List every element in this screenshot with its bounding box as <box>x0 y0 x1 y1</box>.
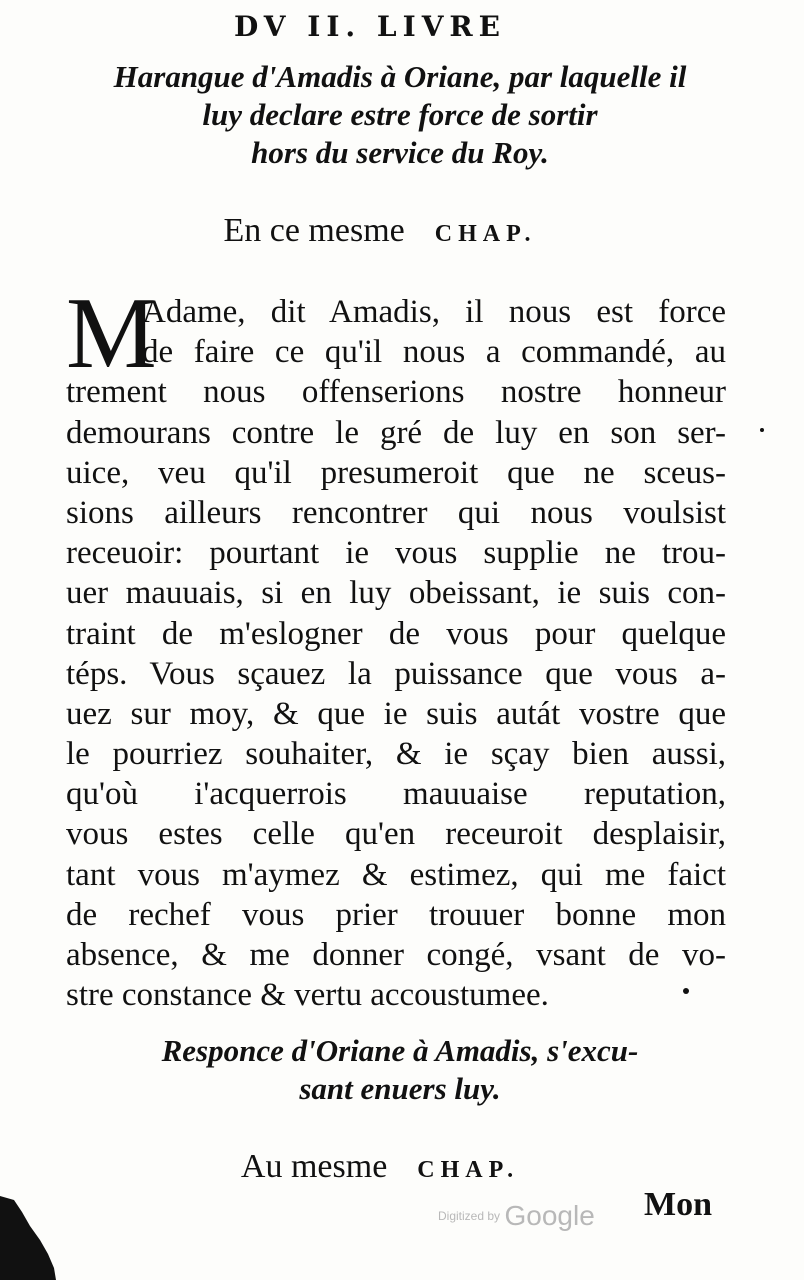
chapter-reference <box>0 212 760 250</box>
heading-line: hors du service du Roy. <box>251 135 549 170</box>
ink-speck <box>683 988 689 994</box>
body-line: de faire ce qu'il nous a commandé, au <box>142 334 726 371</box>
body-line: Adame, dit Amadis, il nous est force <box>142 294 726 330</box>
chapter-word: CHAP. <box>434 221 537 247</box>
catchword: Mon <box>644 1186 712 1223</box>
body-line: uez sur moy, & que ie suis autát vostre que <box>66 695 726 732</box>
chapter-label: Au mesme <box>240 1148 388 1185</box>
body-line: traint de m'eslogner de vous pour quelque <box>66 615 726 652</box>
running-head: DV II. LIVRE <box>233 10 507 43</box>
ink-speck <box>760 428 764 432</box>
chapter-reference <box>0 1148 760 1186</box>
body-line: téps. Vous sçauez la puissance que vous a- <box>66 655 726 692</box>
body-line: stre constance & vertu accoustumee. <box>66 977 549 1014</box>
body-line: trement nous offenserions nostre honneur <box>66 374 726 411</box>
watermark-prefix: Digitized by <box>438 1209 501 1223</box>
body-paragraph <box>66 277 726 1015</box>
body-line: tant vous m'aymez & estimez, qui me faict <box>66 856 726 893</box>
heading-line: Responce d'Oriane à Amadis, s'excu- <box>161 1033 639 1068</box>
body-line: qu'où i'acquerrois mauuaise reputation, <box>66 776 726 813</box>
body-line: uice, veu qu'il presumeroit que ne sceus- <box>66 454 726 491</box>
body-line: vous estes celle qu'en receuroit desplaisir, <box>66 816 726 853</box>
body-line: de rechef vous prier trouuer bonne mon <box>66 896 726 933</box>
chapter-word: CHAP. <box>417 1157 520 1183</box>
heading-line: luy declare estre force de sortir <box>202 97 598 132</box>
body-line: demourans contre le gré de luy en son ser- <box>66 414 726 451</box>
watermark-brand: Google <box>504 1200 595 1231</box>
digitized-watermark <box>438 1200 595 1232</box>
heading-line: Harangue d'Amadis à Oriane, par laquelle il <box>113 59 687 94</box>
heading-line: sant enuers luy. <box>299 1071 501 1106</box>
body-line: uer mauuais, si en luy obeissant, ie suis con- <box>66 575 726 612</box>
body-line: le pourriez souhaiter, & ie sçay bien aussi, <box>66 736 726 773</box>
body-line: absence, & me donner congé, vsant de vo- <box>66 937 726 973</box>
section-heading <box>60 1032 740 1108</box>
body-line: sions ailleurs rencontrer qui nous voulsist <box>66 494 726 531</box>
drop-cap: M <box>66 277 157 390</box>
body-line: receuoir: pourtant ie vous supplie ne trou- <box>66 535 726 572</box>
chapter-label: En ce mesme <box>223 212 405 249</box>
page-edge-shadow <box>0 1196 56 1280</box>
section-heading <box>60 58 740 172</box>
